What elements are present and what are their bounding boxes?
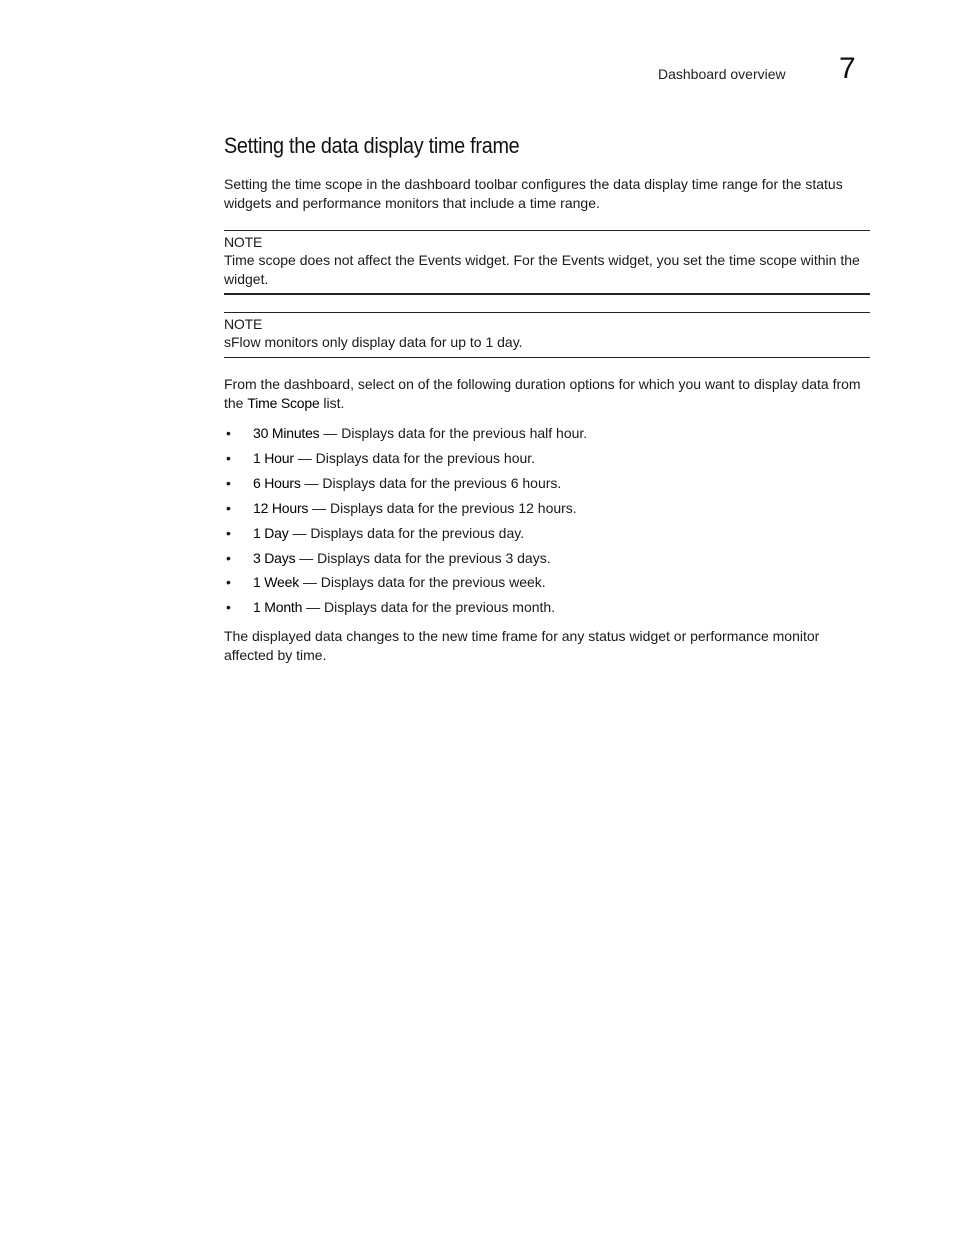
list-item [224,521,870,546]
list-item [224,546,870,571]
option-description: Displays data for the previous 6 hours. [322,474,562,491]
bullet-icon: • [226,474,231,491]
option-separator: — [302,599,324,616]
note-box [224,312,870,358]
list-item [224,570,870,595]
list-item [224,496,870,521]
bullet-icon: • [226,599,231,616]
option-term: 1 Hour [253,449,294,466]
note-text: Time scope does not affect the Events widget. For the Events widget, you set the time scope within the widget. [224,252,860,287]
note-label: NOTE [224,234,263,250]
option-separator: — [295,549,318,566]
bullet-icon: • [226,549,231,566]
option-description: Displays data for the previous week. [320,574,546,591]
intro-paragraph: Setting the time scope in the dashboard toolbar configures the data display time range for the status widgets and performance monitors that include a time range. [224,176,843,211]
list-item [224,421,870,446]
bullet-icon: • [226,449,231,466]
option-term: 6 Hours [253,474,301,491]
option-term: 30 Minutes [253,425,320,441]
option-separator: — [299,574,321,591]
option-description: Displays data for the previous month. [323,599,556,616]
note-box [224,230,870,295]
lead-text-after: list. [319,395,345,411]
bullet-icon: • [226,499,231,516]
option-separator: — [308,499,330,516]
bullet-icon: • [226,524,231,541]
lead-paragraph [224,375,870,413]
list-item [224,446,870,471]
option-term: 1 Month [253,599,303,616]
option-separator: — [300,474,323,491]
list-item [224,595,870,620]
option-description: Displays data for the previous day. [310,524,525,541]
lead-text-before: From the dashboard, select on of the following duration options for which you want to display data from the [224,376,861,411]
option-term: 1 Week [253,574,300,591]
running-title: Dashboard overview [658,66,786,82]
duration-options-list [224,421,870,620]
option-term: 1 Day [253,524,289,541]
note-label: NOTE [224,316,263,332]
bullet-icon: • [226,574,231,591]
option-description: Displays data for the previous 3 days. [317,549,551,566]
option-description: Displays data for the previous hour. [315,449,536,466]
bullet-icon: • [226,425,231,441]
option-description: Displays data for the previous half hour. [341,425,588,441]
option-term: 3 Days [253,549,296,566]
option-separator: — [293,449,316,466]
option-term: 12 Hours [253,499,309,516]
option-separator: — [319,425,342,441]
chapter-number: 7 [839,52,856,85]
option-separator: — [288,524,311,541]
ui-term-time-scope: Time Scope [247,395,320,411]
closing-paragraph: The displayed data changes to the new time frame for any status widget or performance monitor affected by time. [224,628,820,664]
page-content [224,133,870,665]
option-description: Displays data for the previous 12 hours. [330,499,577,516]
section-title: Setting the data display time frame [224,133,520,158]
list-item [224,471,870,496]
note-text: sFlow monitors only display data for up to 1 day. [224,334,523,350]
